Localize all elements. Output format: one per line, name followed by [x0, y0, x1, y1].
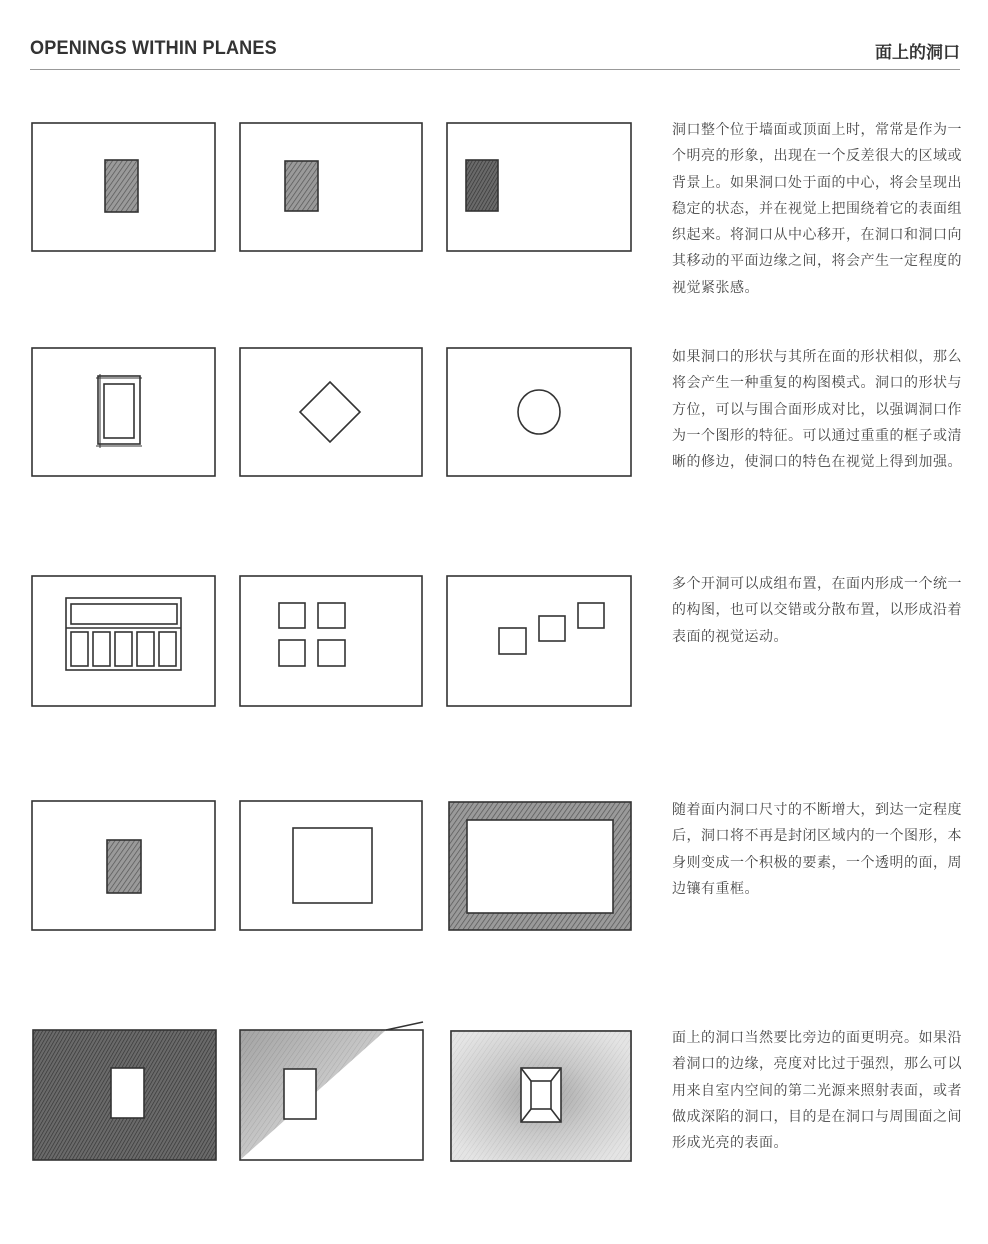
- row3-four-openings: [240, 576, 422, 706]
- page-title-en: OPENINGS WITHIN PLANES: [30, 38, 277, 59]
- paragraph-2: 如果洞口的形状与其所在面的形状相似，那么将会产生一种重复的构图模式。洞口的形状与方位，可以与围合面形成对比，以强调洞口作为一个图形的特征。可以通过重重的框子或清晰的修边，使洞口的特色在视觉上得到加强。: [672, 349, 962, 471]
- row2-diamond-opening: [240, 348, 422, 476]
- row4-heavy-frame: [449, 802, 631, 930]
- row1-offset-opening: [240, 123, 422, 251]
- row3-staggered-openings: [447, 576, 631, 706]
- row2-circle-opening: [447, 348, 631, 476]
- row1-centered-opening: [32, 123, 215, 251]
- row4-small-opening: [32, 801, 215, 930]
- row4-large-opening: [240, 801, 422, 930]
- paragraph-1: 洞口整个位于墙面或顶面上时，常常是作为一个明亮的形象，出现在一个反差很大的区域或背景上。如果洞口处于面的中心，将会呈现出稳定的状态，并在视觉上把围绕着它的表面组织起来。将洞口从中心移开，在洞口和洞口向其移动的平面边缘之间，将会产生一定程度的视觉紧张感。: [672, 122, 962, 296]
- row5-splayed-opening: [451, 1031, 631, 1161]
- row3-grouped-window: [32, 576, 215, 706]
- row5-dark-surround: [33, 1030, 216, 1160]
- row1-edge-opening: [447, 123, 631, 251]
- paragraph-4: 随着面内洞口尺寸的不断增大，到达一定程度后，洞口将不再是封闭区域内的一个图形，本身则变成一个积极的要素，一个透明的面，周边镶有重框。: [672, 802, 962, 897]
- page-title-zh: 面上的洞口: [875, 43, 960, 63]
- row5-side-light: [240, 1022, 423, 1160]
- row2-framed-opening: [32, 348, 215, 476]
- paragraph-5: 面上的洞口当然要比旁边的面更明亮。如果沿着洞口的边缘，亮度对比过于强烈，那么可以用来自室内空间的第二光源来照射表面，或者做成深陷的洞口，目的是在洞口与周围面之间形成光亮的表面。: [672, 1030, 962, 1152]
- paragraph-3: 多个开洞可以成组布置，在面内形成一个统一的构图，也可以交错或分散布置，以形成沿着表面的视觉运动。: [672, 576, 962, 645]
